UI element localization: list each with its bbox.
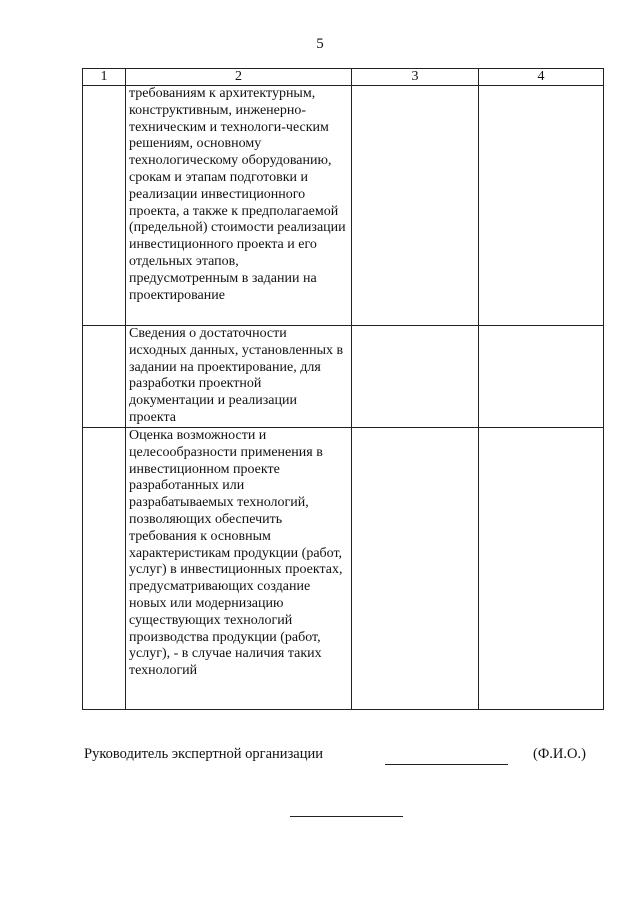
header-col-4: 4	[479, 69, 604, 86]
row-1-text: требованиям к архитектурным, конструктивным, инженерно-техническим и технологи-ческим решениям, основному технологическому оборудованию, срокам и этапам подготовки и реализации инвестиционного проекта, а также к предполагаемой (предельной) стоимости реализации инвестиционного проекта и его отдельных этапов, предусмотренным в задании на проектирование	[129, 86, 346, 303]
table-row	[83, 326, 604, 428]
expert-table	[82, 68, 604, 710]
row-3-text: Оценка возможности и целесообразности применения в инвестиционном проекте разработанных или разрабатываемых технологий, позволяющих обеспечить требования к основным характеристикам продукции (работ, услуг) в инвестиционных проектах, предусматривающих создание новых или модернизацию существующих технологий производства продукции (работ, услуг), - в случае наличия таких технологий	[129, 428, 343, 679]
row-3-col-4	[479, 428, 604, 710]
fio-label: (Ф.И.О.)	[533, 746, 586, 762]
signature-label: Руководитель экспертной организации	[84, 746, 324, 762]
row-1-col-2	[126, 86, 352, 326]
row-2-col-3	[352, 326, 479, 428]
row-2-col-2	[126, 326, 352, 428]
row-2-col-1	[83, 326, 126, 428]
row-1-col-4	[479, 86, 604, 326]
row-1-col-3	[352, 86, 479, 326]
row-1-col-1	[83, 86, 126, 326]
header-col-1: 1	[83, 69, 126, 86]
table-header-row	[83, 69, 604, 86]
row-2-col-4	[479, 326, 604, 428]
end-divider-line	[290, 816, 403, 817]
header-col-2: 2	[126, 69, 352, 86]
row-3-col-1	[83, 428, 126, 710]
row-2-text: Сведения о достаточности исходных данных, установленных в задании на проектирование, для разработки проектной документации и реализации проекта	[129, 326, 344, 425]
table-row	[83, 86, 604, 326]
row-3-col-2	[126, 428, 352, 710]
page-number: 5	[316, 36, 324, 52]
header-col-3: 3	[352, 69, 479, 86]
signature-line	[385, 764, 508, 765]
table-row	[83, 428, 604, 710]
row-3-col-3	[352, 428, 479, 710]
